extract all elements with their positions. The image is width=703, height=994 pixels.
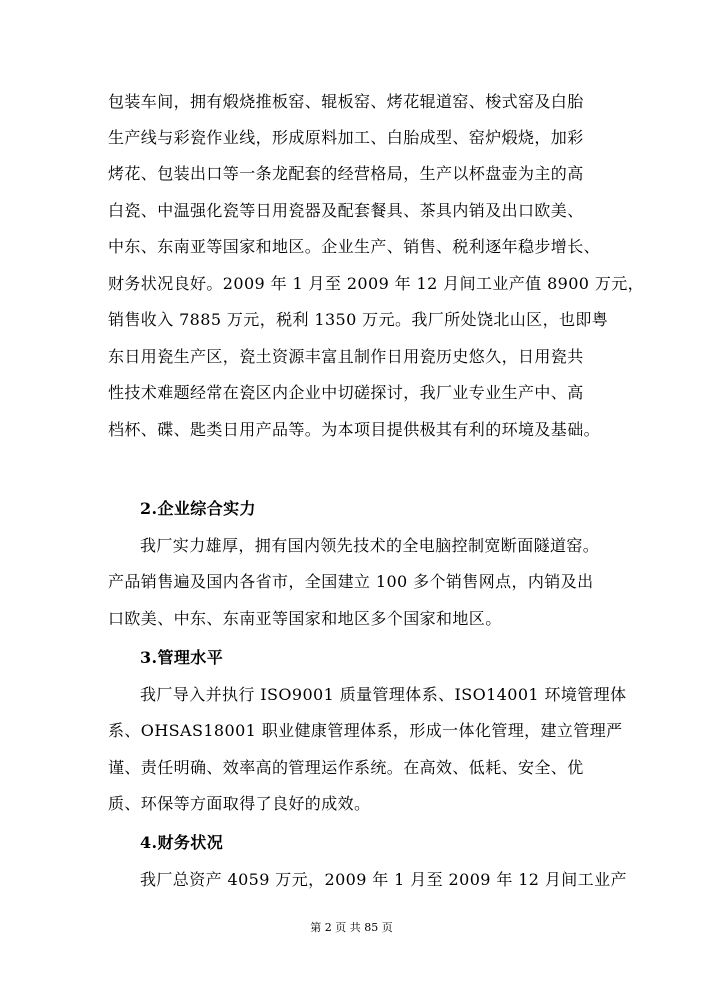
paragraph-line: 档杯、碟、匙类日用产品等。为本项目提供极其有利的环境及基础。 (108, 420, 601, 439)
paragraph-line: 烤花、包装出口等一条龙配套的经营格局，生产以杯盘壶为主的高 (108, 164, 584, 183)
paragraph-line: 谨、责任明确、效率高的管理运作系统。在高效、低耗、安全、优 (108, 758, 584, 777)
paragraph-line: 东日用瓷生产区，瓷土资源丰富且制作日用瓷历史悠久，日用瓷共 (108, 347, 584, 366)
section-heading: 4.财务状况 (140, 833, 224, 852)
paragraph-line: 性技术难题经常在瓷区内企业中切磋探讨，我厂业专业生产中、高 (108, 383, 584, 402)
section-heading: 3.管理水平 (140, 648, 224, 667)
section-heading: 2.企业综合实力 (140, 499, 256, 518)
paragraph-line: 包装车间，拥有煅烧推板窑、辊板窑、烤花辊道窑、梭式窑及白胎 (108, 92, 584, 111)
paragraph-line: 白瓷、中温强化瓷等日用瓷器及配套餐具、茶具内销及出口欧美、 (108, 201, 584, 220)
paragraph-line: 产品销售遍及国内各省市，全国建立 100 多个销售网点，内销及出 (108, 572, 594, 591)
paragraph-line: 销售收入 7885 万元，税利 1350 万元。我厂所处饶北山区，也即粤 (108, 310, 609, 329)
paragraph-line: 我厂导入并执行 ISO9001 质量管理体系、ISO14001 环境管理体 (140, 685, 627, 704)
paragraph-line: 口欧美、中东、东南亚等国家和地区多个国家和地区。 (108, 609, 502, 628)
paragraph-line: 我厂实力雄厚，拥有国内领先技术的全电脑控制宽断面隧道窑。 (140, 536, 600, 555)
paragraph-line: 财务状况良好。2009 年 1 月至 2009 年 12 月间工业产值 8900 万元， (108, 274, 645, 293)
paragraph-line: 中东、东南亚等国家和地区。企业生产、销售、税利逐年稳步增长、 (108, 237, 601, 256)
page-number-footer: 第 2 页 共 85 页 (310, 921, 393, 934)
paragraph-line: 我厂总资产 4059 万元，2009 年 1 月至 2009 年 12 月间工业产 (140, 870, 627, 889)
paragraph-line: 质、环保等方面取得了良好的成效。 (108, 794, 371, 813)
paragraph-line: 生产线与彩瓷作业线，形成原料加工、白胎成型、窑炉煅烧，加彩 (108, 128, 584, 147)
paragraph-line: 系、OHSAS18001 职业健康管理体系，形成一体化管理，建立管理严 (108, 721, 623, 740)
